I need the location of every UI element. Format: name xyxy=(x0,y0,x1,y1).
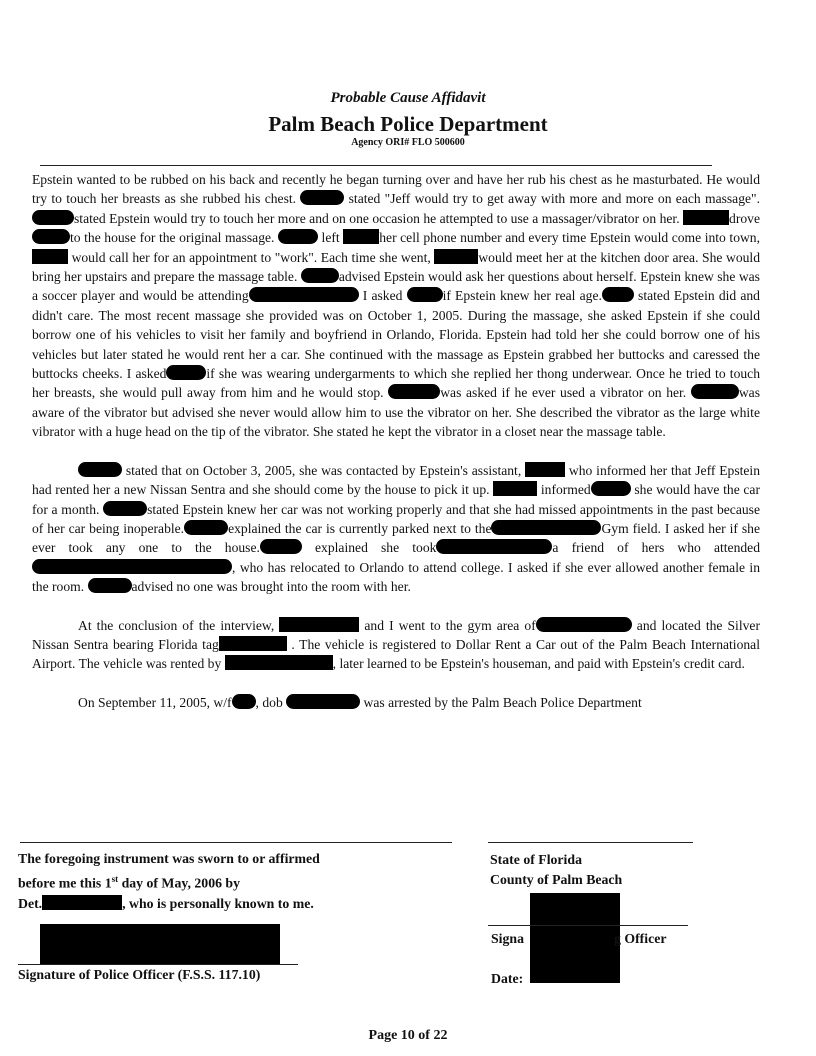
affidavit-title: Probable Cause Affidavit xyxy=(330,90,486,106)
redaction xyxy=(78,462,122,477)
officer-signature-label: Signa g Officer xyxy=(491,931,667,946)
redaction xyxy=(166,365,206,380)
body-text-segment: advised Epstein would ask her questions about herself. Epstein knew she was a soccer player and would be attending xyxy=(32,269,760,304)
body-text-segment: left xyxy=(318,230,344,246)
redaction xyxy=(407,287,443,302)
police-signature-label: Signature of Police Officer (F.S.S. 117.10) xyxy=(18,967,261,982)
redaction xyxy=(301,268,339,283)
venue-state: State of Florida xyxy=(490,852,582,867)
notary-line-2: before me this 1st day of May, 2006 by xyxy=(18,874,241,891)
body-text-segment: and located the Silver Nissan Sentra bearing Florida tag xyxy=(32,617,760,652)
redaction xyxy=(260,539,302,554)
signature-rule-left xyxy=(20,842,452,843)
redaction xyxy=(278,229,318,244)
redaction xyxy=(103,501,147,516)
redaction xyxy=(184,520,228,535)
body-text-segment: informed xyxy=(537,482,591,498)
body-text-segment: I asked xyxy=(358,288,407,304)
redaction xyxy=(691,384,739,399)
notary-statement xyxy=(18,849,320,914)
body-text-segment: would call her for an appointment to "work". Each time she went, xyxy=(68,249,435,265)
redaction xyxy=(602,287,634,302)
paragraph-3 xyxy=(32,616,760,674)
signature-rule-right xyxy=(488,842,693,843)
redaction xyxy=(42,895,122,910)
body-text-segment: , dob xyxy=(255,694,287,710)
body-text-segment: to the house for the original massage. xyxy=(70,230,278,246)
body-text-segment: , later learned to be Epstein's houseman, and paid with Epstein's credit card. xyxy=(332,656,745,672)
redaction xyxy=(249,287,359,302)
body-text-segment: stated that on October 3, 2005, she was contacted by Epstein's assistant, xyxy=(122,462,526,478)
venue-county: County of Palm Beach xyxy=(490,872,623,887)
redaction xyxy=(32,249,68,264)
body-text-segment: Gym field. I asked her if she ever took any one to the house. xyxy=(32,520,760,556)
redaction xyxy=(343,229,379,244)
redaction-signature-box xyxy=(40,924,280,964)
redaction xyxy=(491,520,601,535)
redaction xyxy=(683,210,729,225)
body-text-segment: stated Epstein would try to touch her more and on one occasion he attempted to use a massager/vibrator on her. xyxy=(74,210,684,226)
body-text-segment: was asked if he ever used a vibrator on her. xyxy=(440,385,691,401)
body-text-segment: if she was wearing undergarments to which she replied her thong underwear. Once he tried to touch her breasts, she would pull away from him and he would stop. xyxy=(32,366,760,401)
redaction xyxy=(279,617,359,632)
body-text-segment: her cell phone number and every time Epstein would come into town, xyxy=(379,230,760,246)
agency-ori: Agency ORI# FLO 500600 xyxy=(351,137,465,148)
redaction xyxy=(591,481,631,496)
signature-line-right xyxy=(488,925,688,926)
redaction xyxy=(88,578,132,593)
body-text-segment: if Epstein knew her real age. xyxy=(442,288,602,304)
body-text-segment: . The vehicle is registered to Dollar Rent a Car out of the Palm Beach International Airport. The vehicle was rented by xyxy=(32,636,760,672)
redaction xyxy=(286,694,360,709)
notary-line-1: The foregoing instrument was sworn to or affirmed xyxy=(18,851,320,866)
signature-line-left xyxy=(18,964,298,965)
redaction xyxy=(32,559,232,574)
body-text-segment: explained she took xyxy=(301,540,437,556)
body-text-segment: was arrested by the Palm Beach Police Department xyxy=(360,694,642,710)
body-text-segment: drove xyxy=(729,210,760,226)
date-label: Date: xyxy=(491,971,524,986)
redaction xyxy=(536,617,632,632)
redaction xyxy=(225,655,333,670)
redaction xyxy=(434,249,478,264)
body-text-segment: explained the car is currently parked next to the xyxy=(228,520,492,536)
department-name: Palm Beach Police Department xyxy=(268,112,548,136)
body-text-segment: who informed her that Jeff Epstein had rented her a new Nissan Sentra and she should come by the house to pick it up. xyxy=(32,462,761,498)
body-text-segment: At the conclusion of the interview, xyxy=(78,617,280,633)
body-text-segment: , who has relocated to Orlando to attend college. I asked if she ever allowed another female in the room. xyxy=(32,559,760,595)
body-text-segment: stated Epstein knew her car was not working properly and that she had missed appointments in the past because of her car being inoperable. xyxy=(32,501,760,536)
body-text-segment: stated Epstein did and didn't care. The most recent massage she provided was on October 1, 2005. During the massage, she asked Epstein if she could borrow one of his vehicles to visit her family and boyfriend in Orlando, Florida. Epstein had told her she could borrow one of his vehicles but later stated he would rent her a car. She continued with the massage as Epstein grabbed her buttocks and caressed the buttocks cheeks. I asked xyxy=(32,288,760,382)
paragraph-2 xyxy=(32,461,760,597)
body-text-segment: stated "Jeff would try to get away with more and more on each massage". xyxy=(344,191,760,207)
redaction xyxy=(525,462,565,477)
redaction xyxy=(436,539,552,554)
body-text-segment: and I went to the gym area of xyxy=(359,617,536,633)
paragraph-1 xyxy=(32,170,760,442)
redaction xyxy=(32,229,70,244)
body-text-segment: advised no one was brought into the room with her. xyxy=(131,579,411,595)
page-number: Page 10 of 22 xyxy=(368,1028,448,1043)
body-text-segment: Epstein wanted to be rubbed on his back and recently he began turning over and have her rub his chest as he masturbated. He would try to touch her breasts as she rubbed his chest. xyxy=(32,172,760,207)
venue-block xyxy=(490,850,622,890)
body-text-segment: would meet her at the kitchen door area. She would bring her upstairs and prepare the massage table. xyxy=(32,249,761,285)
body-text-segment: was aware of the vibrator but advised she never would allow him to use the vibrator on her. She described the vibrator as the large white vibrator with a huge head on the tip of the vibrator. She stated he kept the vibrator in a closet near the massage table. xyxy=(32,385,760,440)
notary-line-3: Det. , who is personally known to me. xyxy=(18,895,314,911)
body-text-segment: On September 11, 2005, w/f xyxy=(78,694,232,710)
paragraph-4 xyxy=(32,693,760,712)
redaction xyxy=(232,694,256,709)
redaction xyxy=(493,481,537,496)
redaction xyxy=(32,210,74,225)
body-text-segment: a friend of hers who attended xyxy=(552,540,760,556)
redaction xyxy=(219,636,287,651)
redaction xyxy=(388,384,440,399)
affidavit-body xyxy=(32,170,760,731)
header-rule xyxy=(40,165,712,166)
redaction xyxy=(300,190,344,205)
body-text-segment: she would have the car for a month. xyxy=(32,482,760,517)
